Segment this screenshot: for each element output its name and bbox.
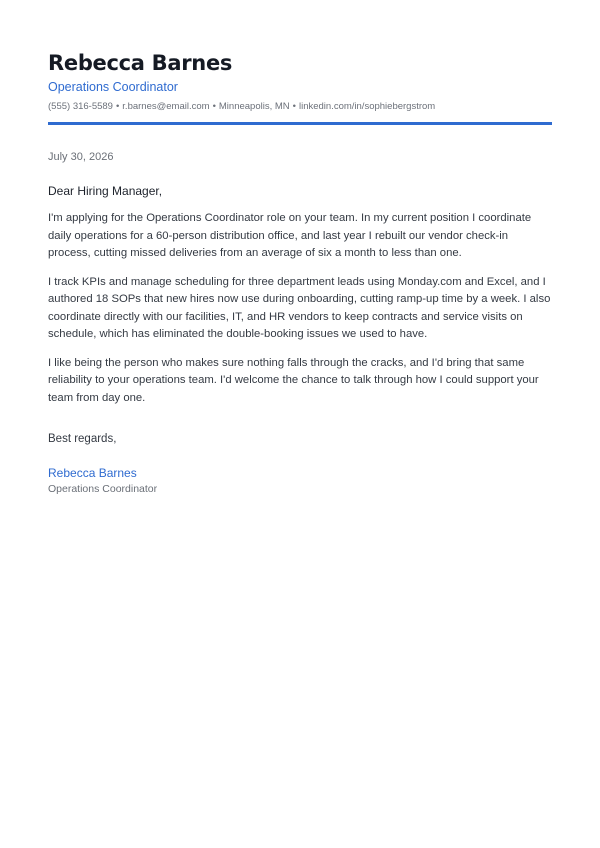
contact-phone: (555) 316-5589 [48, 101, 113, 112]
salutation: Dear Hiring Manager, [48, 184, 163, 198]
contact-linkedin: linkedin.com/in/sophiebergstrom [298, 101, 436, 112]
contact-separator: • [292, 101, 296, 112]
contact-line [48, 100, 552, 113]
letter-date: July 30, 2026 [48, 151, 114, 163]
body-paragraph-3: I like being the person who makes sure nothing falls through the cracks, and I'd bring that same reliability to your operations team. I'd welcome the chance to talk through how I could support your team from day one. [48, 356, 539, 404]
signature-name: Rebecca Barnes [48, 466, 137, 480]
applicant-role: Operations Coordinator [48, 80, 178, 94]
contact-location: Minneapolis, MN [218, 101, 290, 112]
signature-title: Operations Coordinator [48, 483, 158, 495]
applicant-name: Rebecca Barnes [48, 51, 233, 75]
body-paragraph-1: I'm applying for the Operations Coordinator role on your team. In my current position I coordinate daily operations for a 60-person distribution office, and last year I rebuilt our vendor check-in process, cutting missed deliveries from an average of six a month to less than one. [48, 212, 532, 259]
closing: Best regards, [48, 433, 117, 445]
header-divider [48, 122, 552, 125]
letter-header [48, 49, 552, 125]
contact-email: r.barnes@email.com [122, 101, 210, 112]
contact-separator: • [212, 101, 216, 112]
letter-body [48, 150, 552, 496]
contact-separator: • [115, 101, 120, 112]
body-paragraph-2: I track KPIs and manage scheduling for three department leads using Monday.com and Excel, and I authored 18 SOPs that new hires now use during onboarding, cutting ramp-up time by a week. I also coordinate directly with our facilities, IT, and HR vendors to keep contracts and service visits on schedule, which has eliminated the double-booking issues we used to have. [48, 275, 551, 340]
